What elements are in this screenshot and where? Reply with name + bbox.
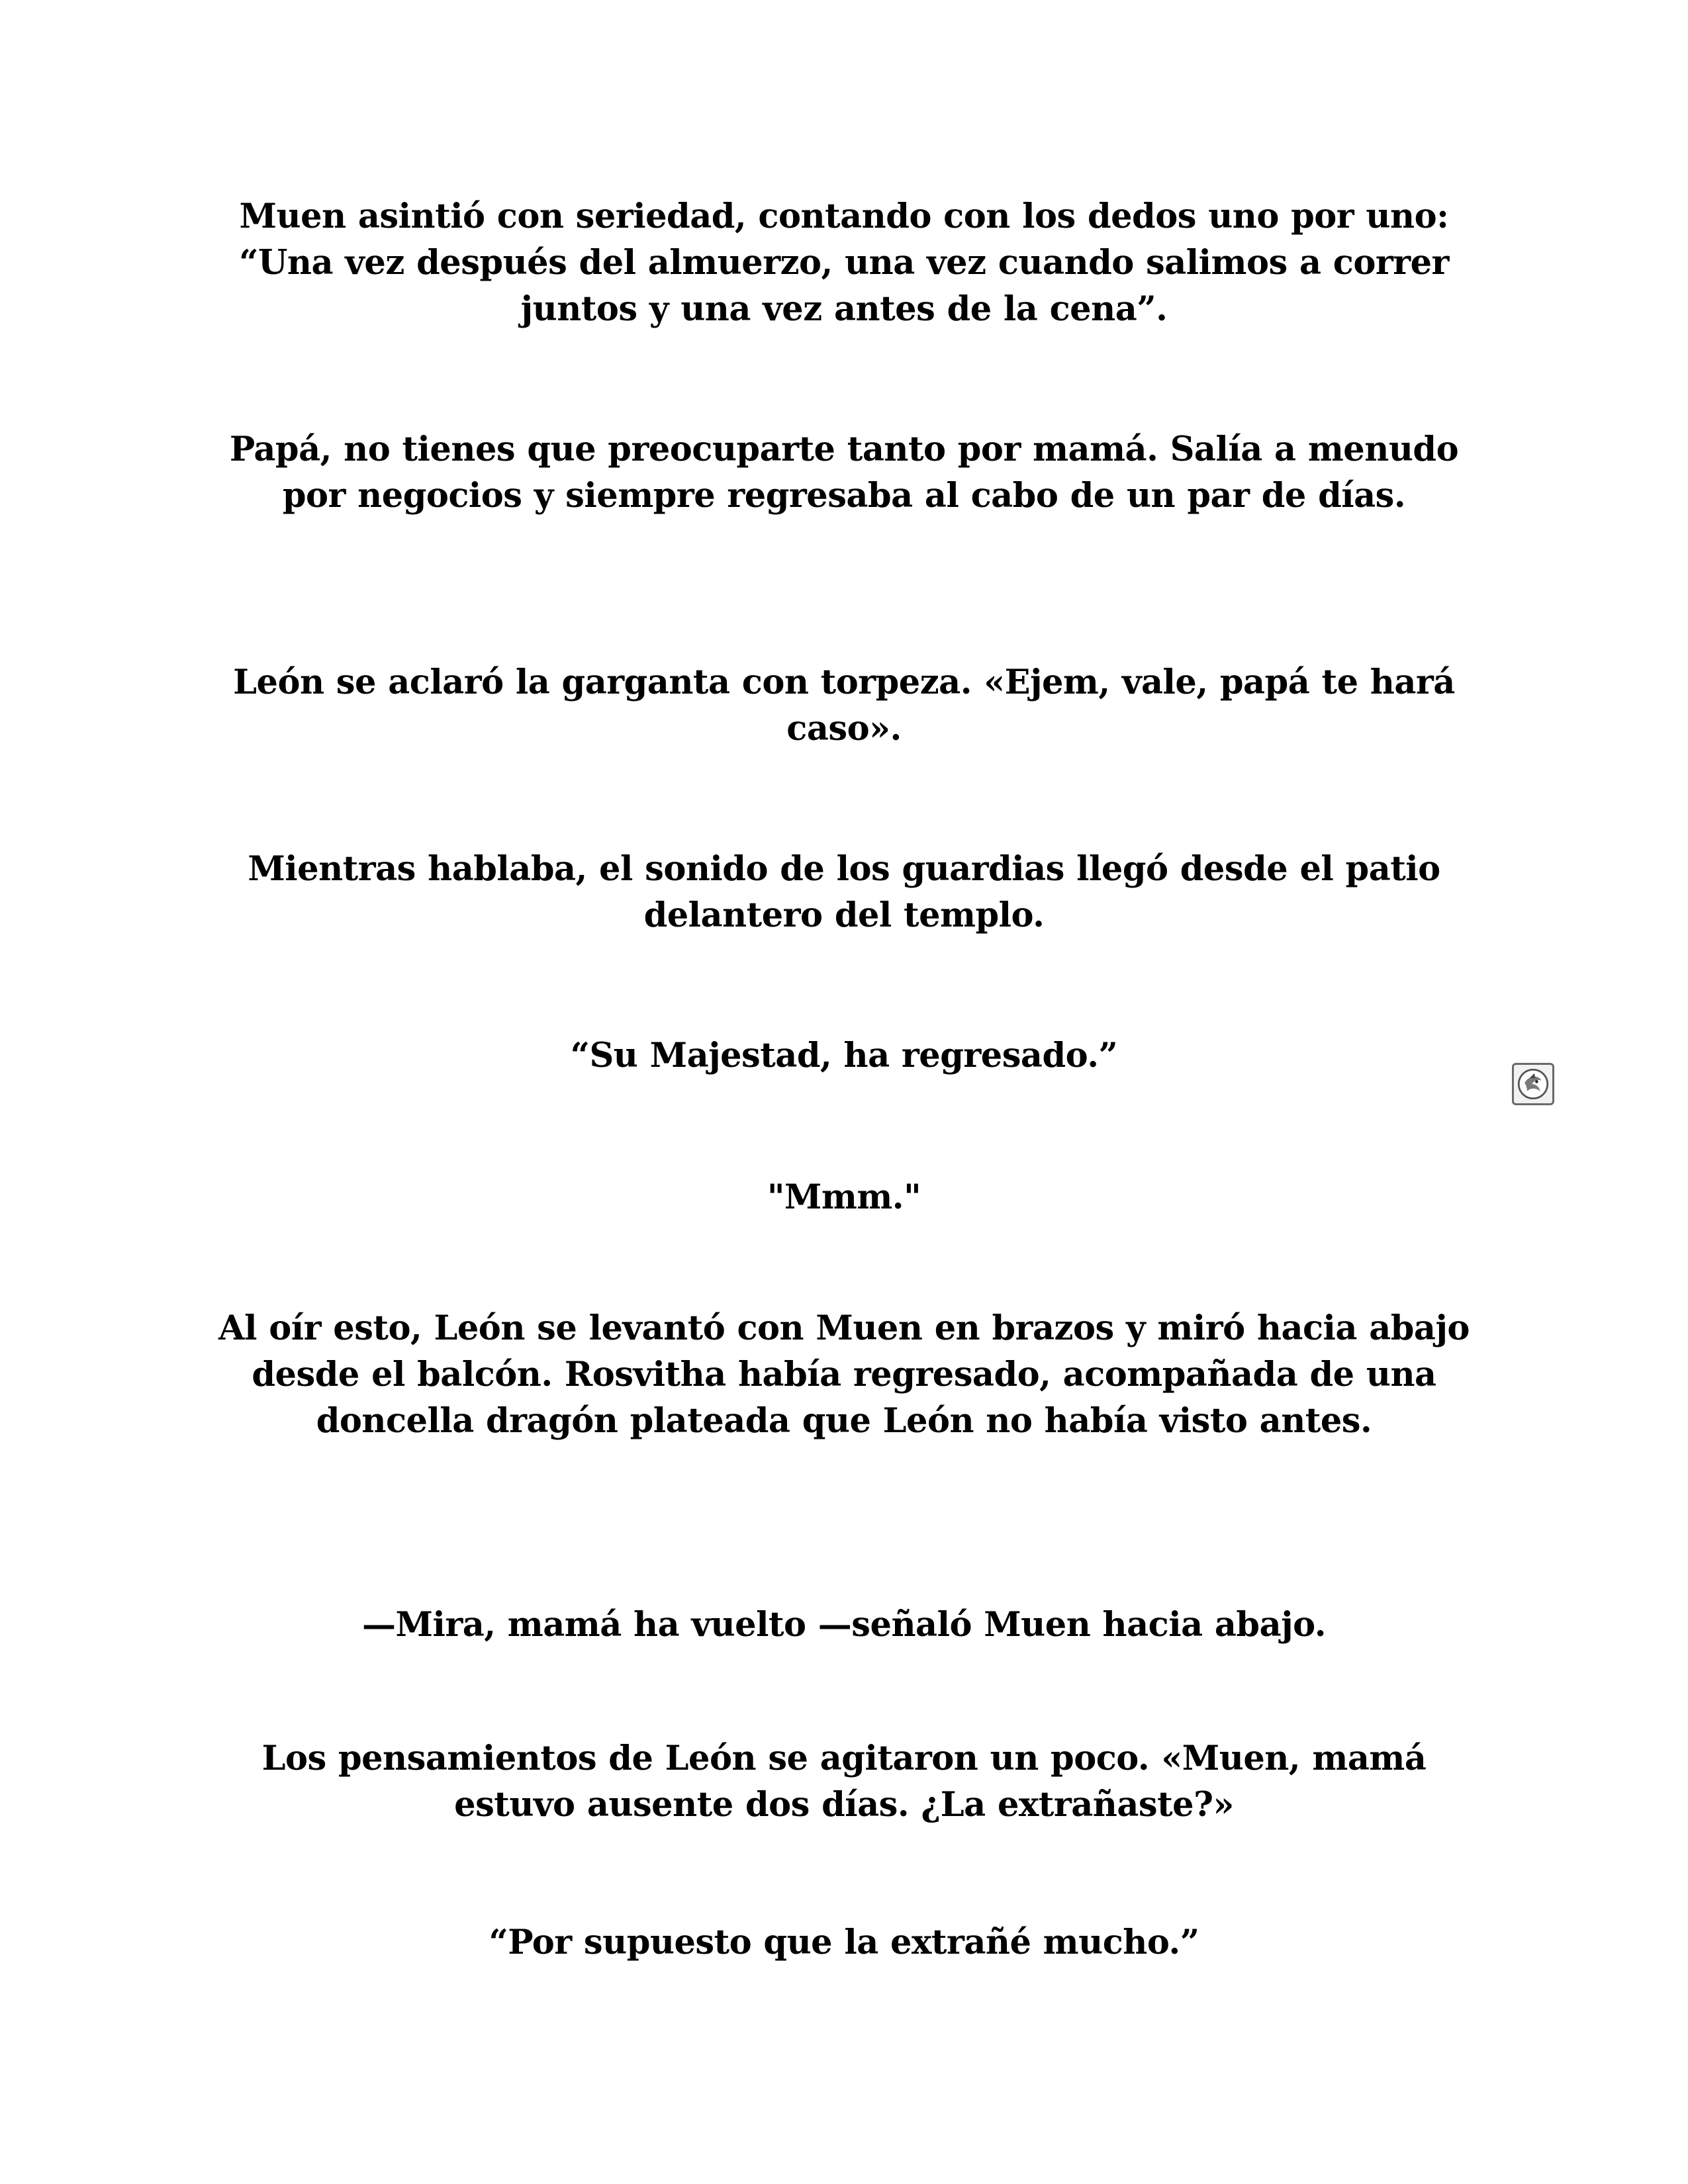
paragraph-1: Muen asintió con seriedad, contando con los dedos uno por uno: “Una vez después del almuerzo, una vez cuando salimos a correr juntos y una vez antes de la cena”. [239, 197, 1449, 329]
paragraph-7: Al oír esto, León se levantó con Muen en brazos y miró hacia abajo desde el balcón. Rosvitha había regresado, acompañada de una doncella dragón plateada que León no había visto antes. [218, 1308, 1470, 1441]
paragraph-6: "Mmm." [767, 1177, 921, 1217]
paragraph-4: Mientras hablaba, el sonido de los guardias llegó desde el patio delantero del templo. [248, 849, 1440, 935]
dragon-emblem-icon[interactable] [1512, 1063, 1554, 1105]
paragraph-10: “Por supuesto que la extrañé mucho.” [489, 1923, 1199, 1962]
paragraph-9: Los pensamientos de León se agitaron un poco. «Muen, mamá estuvo ausente dos días. ¿La extrañaste?» [261, 1739, 1427, 1825]
paragraph-5: “Su Majestad, ha regresado.” [570, 1036, 1118, 1075]
paragraph-3: León se aclaró la garganta con torpeza. «Ejem, vale, papá te hará caso». [233, 662, 1455, 749]
paragraph-8: —Mira, mamá ha vuelto —señaló Muen hacia abajo. [362, 1605, 1326, 1645]
paragraph-2: Papá, no tienes que preocuparte tanto por mamá. Salía a menudo por negocios y siempre regresaba al cabo de un par de días. [229, 430, 1459, 516]
